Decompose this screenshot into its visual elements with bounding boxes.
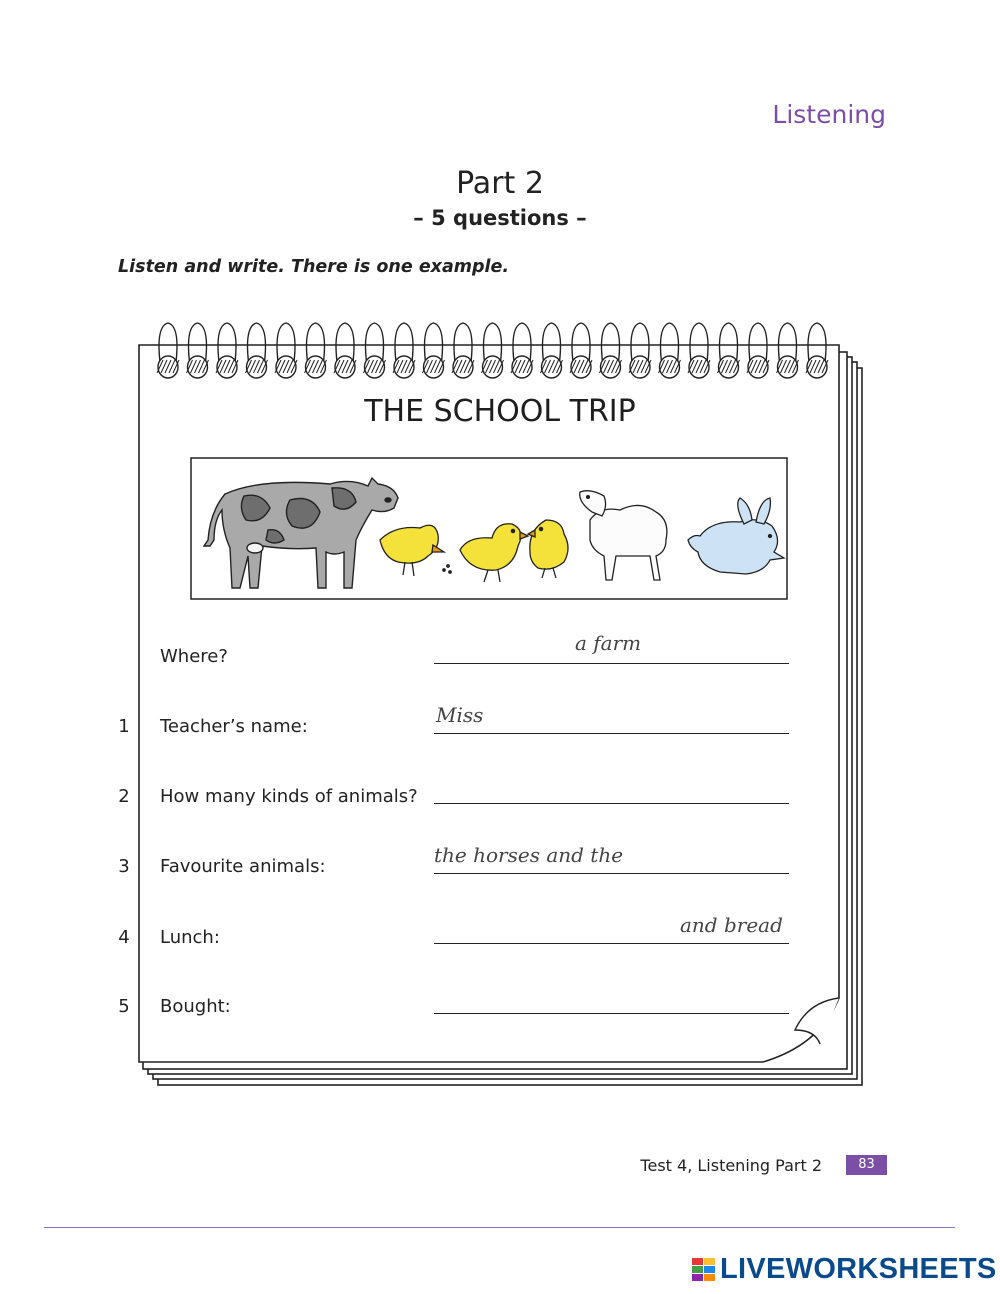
instructions: Listen and write. There is one example. <box>118 257 510 277</box>
answer-line[interactable] <box>434 733 789 734</box>
page-number: 83 <box>846 1155 887 1175</box>
question-label: Favourite animals: <box>160 856 326 877</box>
question-label: Lunch: <box>160 927 220 948</box>
question-label: Bought: <box>160 996 231 1017</box>
liveworksheets-logo[interactable] <box>690 1252 997 1286</box>
question-number: 3 <box>118 856 130 877</box>
answer-line[interactable] <box>434 943 789 944</box>
question-label: Teacher’s name: <box>160 716 308 737</box>
footer-divider <box>44 1227 955 1228</box>
logo-square <box>704 1258 715 1265</box>
question-number: 5 <box>118 996 130 1017</box>
answer-text: and bread <box>680 913 783 937</box>
section-label: Listening <box>772 100 886 129</box>
question-label: How many kinds of animals? <box>160 786 418 807</box>
part-title: Part 2 <box>456 166 544 201</box>
logo-square <box>692 1266 703 1273</box>
question-label: Where? <box>160 646 228 667</box>
footer-text: Test 4, Listening Part 2 <box>640 1156 822 1175</box>
part-subtitle: – 5 questions – <box>413 206 587 230</box>
answer-text: a farm <box>575 631 642 655</box>
answer-text: the horses and the <box>434 843 624 867</box>
logo-square <box>692 1274 703 1281</box>
answer-line[interactable] <box>434 1013 789 1014</box>
question-number: 1 <box>118 716 130 737</box>
logo-square <box>704 1266 715 1273</box>
brand-name: LIVEWORKSHEETS <box>720 1253 997 1285</box>
logo-icon <box>692 1258 716 1282</box>
answer-line[interactable] <box>434 873 789 874</box>
notebook-title: THE SCHOOL TRIP <box>364 394 636 429</box>
question-number: 2 <box>118 786 130 807</box>
logo-square <box>692 1258 703 1265</box>
answer-line[interactable] <box>434 663 789 664</box>
answer-line[interactable] <box>434 803 789 804</box>
answer-text: Miss <box>436 703 484 727</box>
question-number: 4 <box>118 927 130 948</box>
logo-square <box>704 1274 715 1281</box>
